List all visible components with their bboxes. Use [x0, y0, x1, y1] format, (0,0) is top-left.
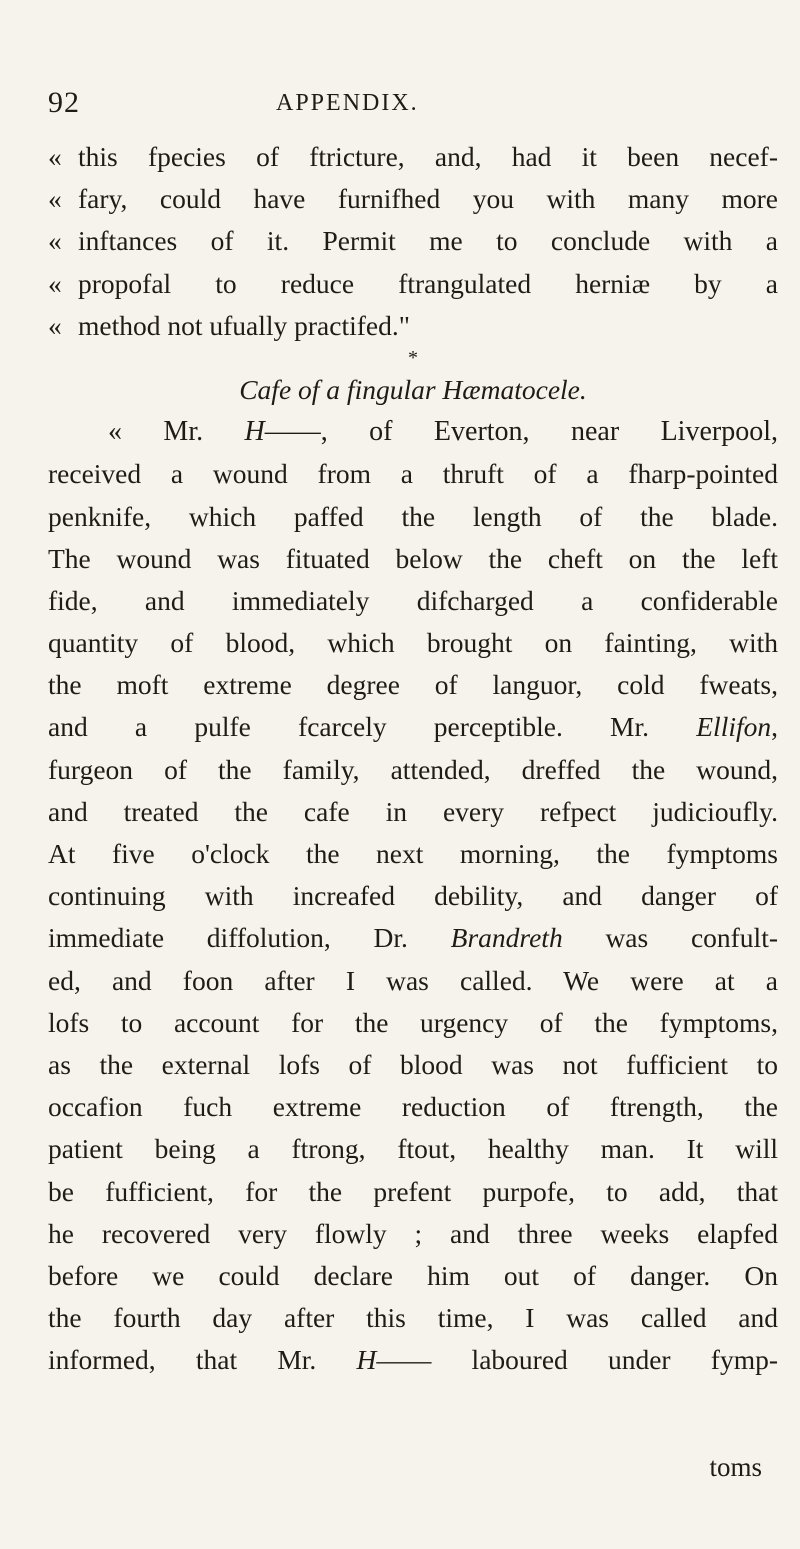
paragraph-line [48, 580, 778, 622]
paragraph-line [48, 1002, 778, 1044]
case-paragraph [48, 411, 778, 1381]
line-italic: Brandreth [450, 922, 563, 954]
quote-line-text: inftances of it. Permit me to conclude with a [78, 225, 778, 257]
line-text: continuing with increafed debility, and danger of [48, 880, 778, 912]
line-text: ed, and foon after I was called. We were at a [48, 964, 778, 996]
line-text: « Mr. [108, 416, 245, 448]
line-text: lofs to account for the urgency of the fymptoms, [48, 1006, 778, 1038]
paragraph-line [48, 833, 778, 875]
line-text: and a pulfe fcarcely perceptible. Mr. [48, 711, 697, 743]
paragraph-line [48, 960, 778, 1002]
quote-line [48, 305, 778, 347]
quote-line-text: propofal to reduce ftrangulated herniæ by a [78, 267, 778, 299]
line-text-tail: —— laboured under fymp- [376, 1344, 778, 1376]
paragraph-line [48, 1044, 778, 1086]
quote-mark: « [48, 267, 62, 299]
quote-block [48, 136, 778, 347]
body-text [48, 136, 778, 1381]
line-text: received a wound from a thruft of a fharp-pointed [48, 458, 778, 490]
quote-line-text: this fpecies of ftricture, and, had it been necef- [78, 141, 778, 172]
line-text: fide, and immediately difcharged a confiderable [48, 584, 778, 616]
paragraph-line [48, 496, 778, 538]
line-italic: H [244, 416, 265, 448]
quote-line [48, 178, 778, 220]
paragraph-line [48, 1339, 778, 1381]
quote-mark: « [48, 309, 62, 341]
line-italic: H [356, 1344, 377, 1376]
paragraph-line [48, 1086, 778, 1128]
quote-line [48, 263, 778, 305]
line-text-tail: , [771, 711, 778, 743]
quote-mark: « [48, 183, 62, 215]
paragraph-line [48, 1297, 778, 1339]
paragraph-line [48, 1128, 778, 1170]
line-text-tail: was confult- [562, 922, 778, 954]
running-head [48, 86, 768, 126]
line-text: he recovered very flowly ; and three weeks elapfed [48, 1217, 778, 1249]
quote-line [48, 136, 778, 178]
line-text: before we could declare him out of danger. On [48, 1259, 778, 1291]
catchword: toms [709, 1452, 762, 1482]
paragraph-line [48, 1213, 778, 1255]
line-text: be fufficient, for the prefent purpofe, to add, that [48, 1175, 778, 1207]
paragraph-line [48, 917, 778, 959]
line-text: and treated the cafe in every refpect judicioufly. [48, 795, 778, 827]
section-title: APPENDIX. [276, 90, 419, 116]
line-text: the moft extreme degree of languor, cold fweats, [48, 669, 778, 701]
paragraph-line [48, 664, 778, 706]
line-text: quantity of blood, which brought on fainting, with [48, 627, 778, 659]
quote-line-text: fary, could have furnifhed you with many more [78, 183, 778, 215]
paragraph-line [48, 749, 778, 791]
ornament-mark: * [408, 346, 418, 369]
quote-mark: « [48, 225, 62, 257]
paragraph-line [48, 538, 778, 580]
line-text: The wound was fituated below the cheft on the left [48, 542, 778, 574]
line-text: furgeon of the family, attended, dreffed the wound, [48, 753, 778, 785]
paragraph-line [48, 706, 778, 748]
line-text: patient being a ftrong, ftout, healthy man. It will [48, 1133, 778, 1165]
line-text: penknife, which paffed the length of the blade. [48, 500, 778, 532]
quote-line [48, 220, 778, 262]
line-italic: Ellifon [696, 711, 772, 743]
paragraph-line [48, 1255, 778, 1297]
line-text: as the external lofs of blood was not fufficient to [48, 1048, 778, 1080]
line-text-tail: ——, of Everton, near Liverpool, [264, 416, 778, 448]
line-text: immediate diffolution, Dr. [48, 922, 451, 954]
paragraph-line [48, 791, 778, 833]
quote-line-text: method not ufually practifed." [78, 309, 410, 341]
paragraph-line [48, 411, 778, 453]
line-text: At five o'clock the next morning, the fymptoms [48, 838, 778, 869]
page-number: 92 [48, 86, 80, 119]
case-heading: Cafe of a fingular Hæmatocele. [239, 373, 587, 405]
paragraph-line [48, 453, 778, 495]
paragraph-line [48, 875, 778, 917]
paragraph-line [48, 1171, 778, 1213]
line-text: occafion fuch extreme reduction of ftrength, the [48, 1091, 778, 1123]
line-text: the fourth day after this time, I was called and [48, 1302, 778, 1334]
line-text: informed, that Mr. [48, 1344, 357, 1376]
paragraph-line [48, 622, 778, 664]
quote-mark: « [48, 141, 62, 172]
